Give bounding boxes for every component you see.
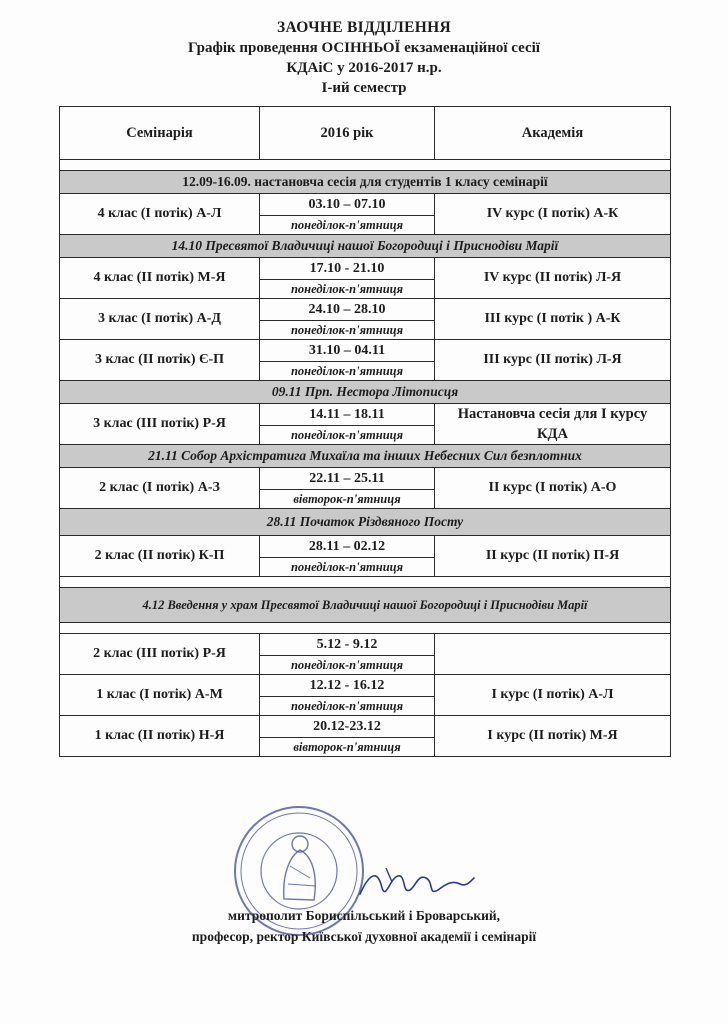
seminary-cell: 3 клас (ІІ потік) Є-П (60, 340, 260, 381)
exam-schedule-table (59, 106, 671, 757)
weekdays-cell: понеділок-п'ятниця (260, 426, 435, 445)
academy-cell: IV курс (І потік) А-К (435, 194, 671, 235)
seminary-cell: 4 клас (І потік) А-Л (60, 194, 260, 235)
event-band: 09.11 Прп. Нестора Літописця (60, 381, 671, 404)
date-range-cell: 28.11 – 02.12 (260, 536, 435, 558)
table-header-row (60, 107, 671, 160)
date-range-cell: 22.11 – 25.11 (260, 468, 435, 490)
column-header-seminary: Семінарія (60, 107, 260, 160)
weekdays-cell: вівторок-п'ятниця (260, 490, 435, 509)
table-row (60, 468, 671, 490)
signatory-position: професор, ректор Київської духовної академії і семінарії (191, 929, 537, 944)
spacer (60, 623, 671, 634)
date-range-cell: 24.10 – 28.10 (260, 299, 435, 321)
column-header-academy: Академія (435, 107, 671, 160)
table-row (60, 299, 671, 321)
weekdays-cell: вівторок-п'ятниця (260, 738, 435, 757)
event-band: 21.11 Собор Архістратига Михаїла та інших Небесних Сил безплотних (60, 445, 671, 468)
seminary-cell: 2 клас (І потік) А-З (60, 468, 260, 509)
table-row (60, 634, 671, 656)
table-row (60, 194, 671, 216)
seminary-cell: 2 клас (ІІ потік) К-П (60, 536, 260, 577)
academy-cell (435, 634, 671, 675)
academy-cell: ІІІ курс (ІІ потік) Л-Я (435, 340, 671, 381)
table-row (60, 675, 671, 697)
weekdays-cell: понеділок-п'ятниця (260, 280, 435, 299)
academy-cell-line: КДА (537, 426, 568, 442)
seminary-cell: 4 клас (ІІ потік) М-Я (60, 258, 260, 299)
table-row (60, 716, 671, 738)
document-header (0, 18, 728, 98)
seminary-cell: 1 клас (ІІ потік) Н-Я (60, 716, 260, 757)
weekdays-cell: понеділок-п'ятниця (260, 362, 435, 381)
academy-cell (435, 404, 671, 445)
spacer (60, 577, 671, 588)
signature-scribble-icon (356, 860, 476, 908)
semester-label: І-ий семестр (321, 80, 407, 96)
date-range-cell: 03.10 – 07.10 (260, 194, 435, 216)
academy-cell-line: Настановча сесія для І курсу (457, 406, 648, 422)
event-band: 12.09-16.09. настановча сесія для студентів 1 класу семінарії (60, 171, 671, 194)
table-row (60, 404, 671, 426)
academy-cell: І курс (І потік) А-Л (435, 675, 671, 716)
seminary-cell: 3 клас (ІІІ потік) Р-Я (60, 404, 260, 445)
date-range-cell: 12.12 - 16.12 (260, 675, 435, 697)
weekdays-cell: понеділок-п'ятниця (260, 321, 435, 340)
weekdays-cell: понеділок-п'ятниця (260, 558, 435, 577)
academy-cell: ІІІ курс (І потік ) А-К (435, 299, 671, 340)
event-band: 4.12 Введення у храм Пресвятої Владичиці нашої Богородиці і Приснодіви Марії (60, 588, 671, 623)
table-row (60, 340, 671, 362)
seminary-cell: 3 клас (І потік) А-Д (60, 299, 260, 340)
table-row (60, 258, 671, 280)
table-row (60, 536, 671, 558)
weekdays-cell: понеділок-п'ятниця (260, 216, 435, 235)
signature-block (0, 905, 728, 947)
schedule-title: Графік проведення ОСІННЬОЇ екзаменаційної сесії (188, 40, 540, 56)
column-header-year: 2016 рік (260, 107, 435, 160)
academy-cell: IV курс (ІІ потік) Л-Я (435, 258, 671, 299)
seminary-cell: 2 клас (ІІІ потік) Р-Я (60, 634, 260, 675)
date-range-cell: 17.10 - 21.10 (260, 258, 435, 280)
academy-cell: ІІ курс (ІІ потік) П-Я (435, 536, 671, 577)
academy-cell: ІІ курс (І потік) А-О (435, 468, 671, 509)
academic-year: КДАіС у 2016-2017 н.р. (286, 60, 442, 76)
seminary-cell: 1 клас (І потік) А-М (60, 675, 260, 716)
event-band: 14.10 Пресвятої Владичиці нашої Богородиці і Приснодіви Марії (60, 235, 671, 258)
department-title: ЗАОЧНЕ ВІДДІЛЕННЯ (277, 19, 451, 36)
weekdays-cell: понеділок-п'ятниця (260, 697, 435, 716)
date-range-cell: 20.12-23.12 (260, 716, 435, 738)
academy-cell: І курс (ІІ потік) М-Я (435, 716, 671, 757)
spacer (60, 160, 671, 171)
date-range-cell: 5.12 - 9.12 (260, 634, 435, 656)
date-range-cell: 31.10 – 04.11 (260, 340, 435, 362)
weekdays-cell: понеділок-п'ятниця (260, 656, 435, 675)
date-range-cell: 14.11 – 18.11 (260, 404, 435, 426)
signatory-title: митрополит Бориспільський і Броварський, (227, 908, 501, 923)
event-band: 28.11 Початок Різдвяного Посту (60, 509, 671, 536)
